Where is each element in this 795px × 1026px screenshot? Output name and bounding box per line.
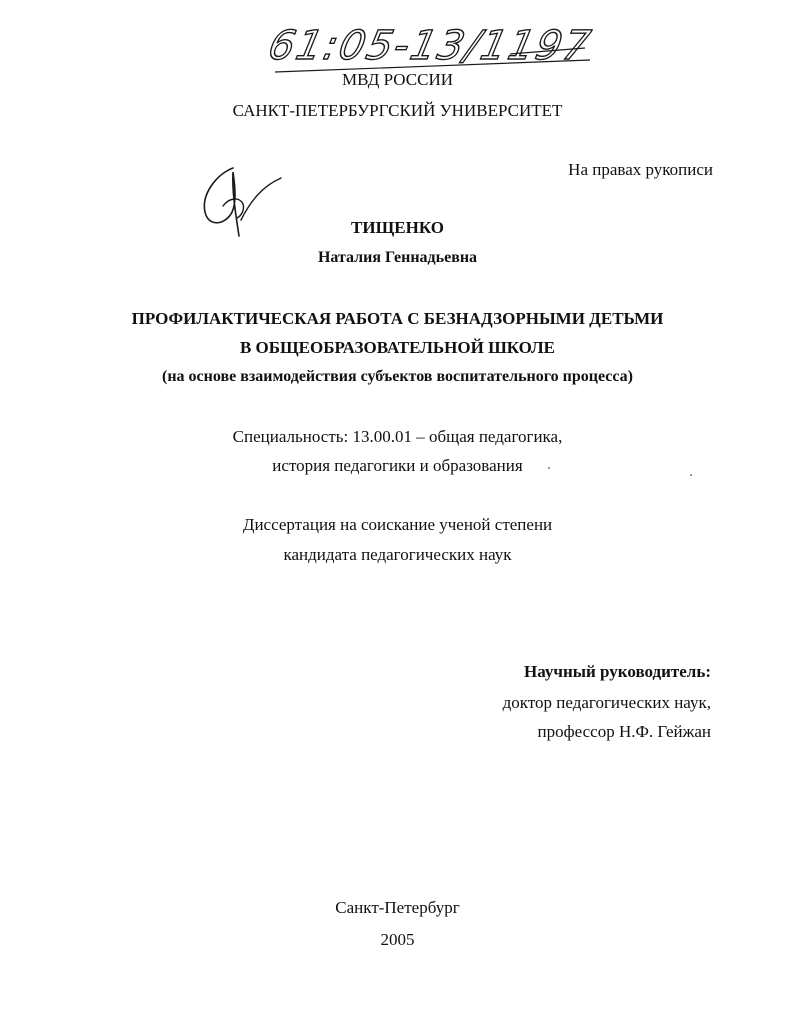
author-surname: ТИЩЕНКО [351, 218, 444, 237]
archive-number-text: 61:05-13/1197 [264, 21, 597, 69]
supervisor-heading: Научный руководитель: [524, 662, 711, 681]
specialty-line-1: Специальность: 13.00.01 – общая педагогика, [232, 427, 563, 446]
author-name: Наталия Геннадьевна [317, 249, 478, 266]
specialty-line-2: история педагогики и образования [272, 456, 523, 475]
archive-number-handwritten [255, 14, 600, 76]
title-subtitle: (на основе взаимодействия субъектов воспитательного процесса) [162, 368, 633, 385]
supervisor-degree: доктор педагогических наук, [502, 693, 711, 712]
year: 2005 [380, 930, 415, 949]
manuscript-note: На правах рукописи [568, 160, 713, 179]
city: Санкт-Петербург [335, 898, 460, 917]
title-line-2: В ОБЩЕОБРАЗОВАТЕЛЬНОЙ ШКОЛЕ [239, 338, 556, 357]
dissertation-line-2: кандидата педагогических наук [283, 545, 512, 564]
supervisor-name: профессор Н.Ф. Гейжан [537, 722, 711, 741]
dissertation-line-1: Диссертация на соискание ученой степени [242, 515, 553, 534]
scan-speck [548, 467, 550, 469]
scan-speck [690, 474, 692, 476]
university-name: САНКТ-ПЕТЕРБУРГСКИЙ УНИВЕРСИТЕТ [232, 101, 563, 120]
ministry-name: МВД РОССИИ [341, 70, 454, 89]
title-line-1: ПРОФИЛАКТИЧЕСКАЯ РАБОТА С БЕЗНАДЗОРНЫМИ ДЕТЬМИ [131, 309, 664, 328]
